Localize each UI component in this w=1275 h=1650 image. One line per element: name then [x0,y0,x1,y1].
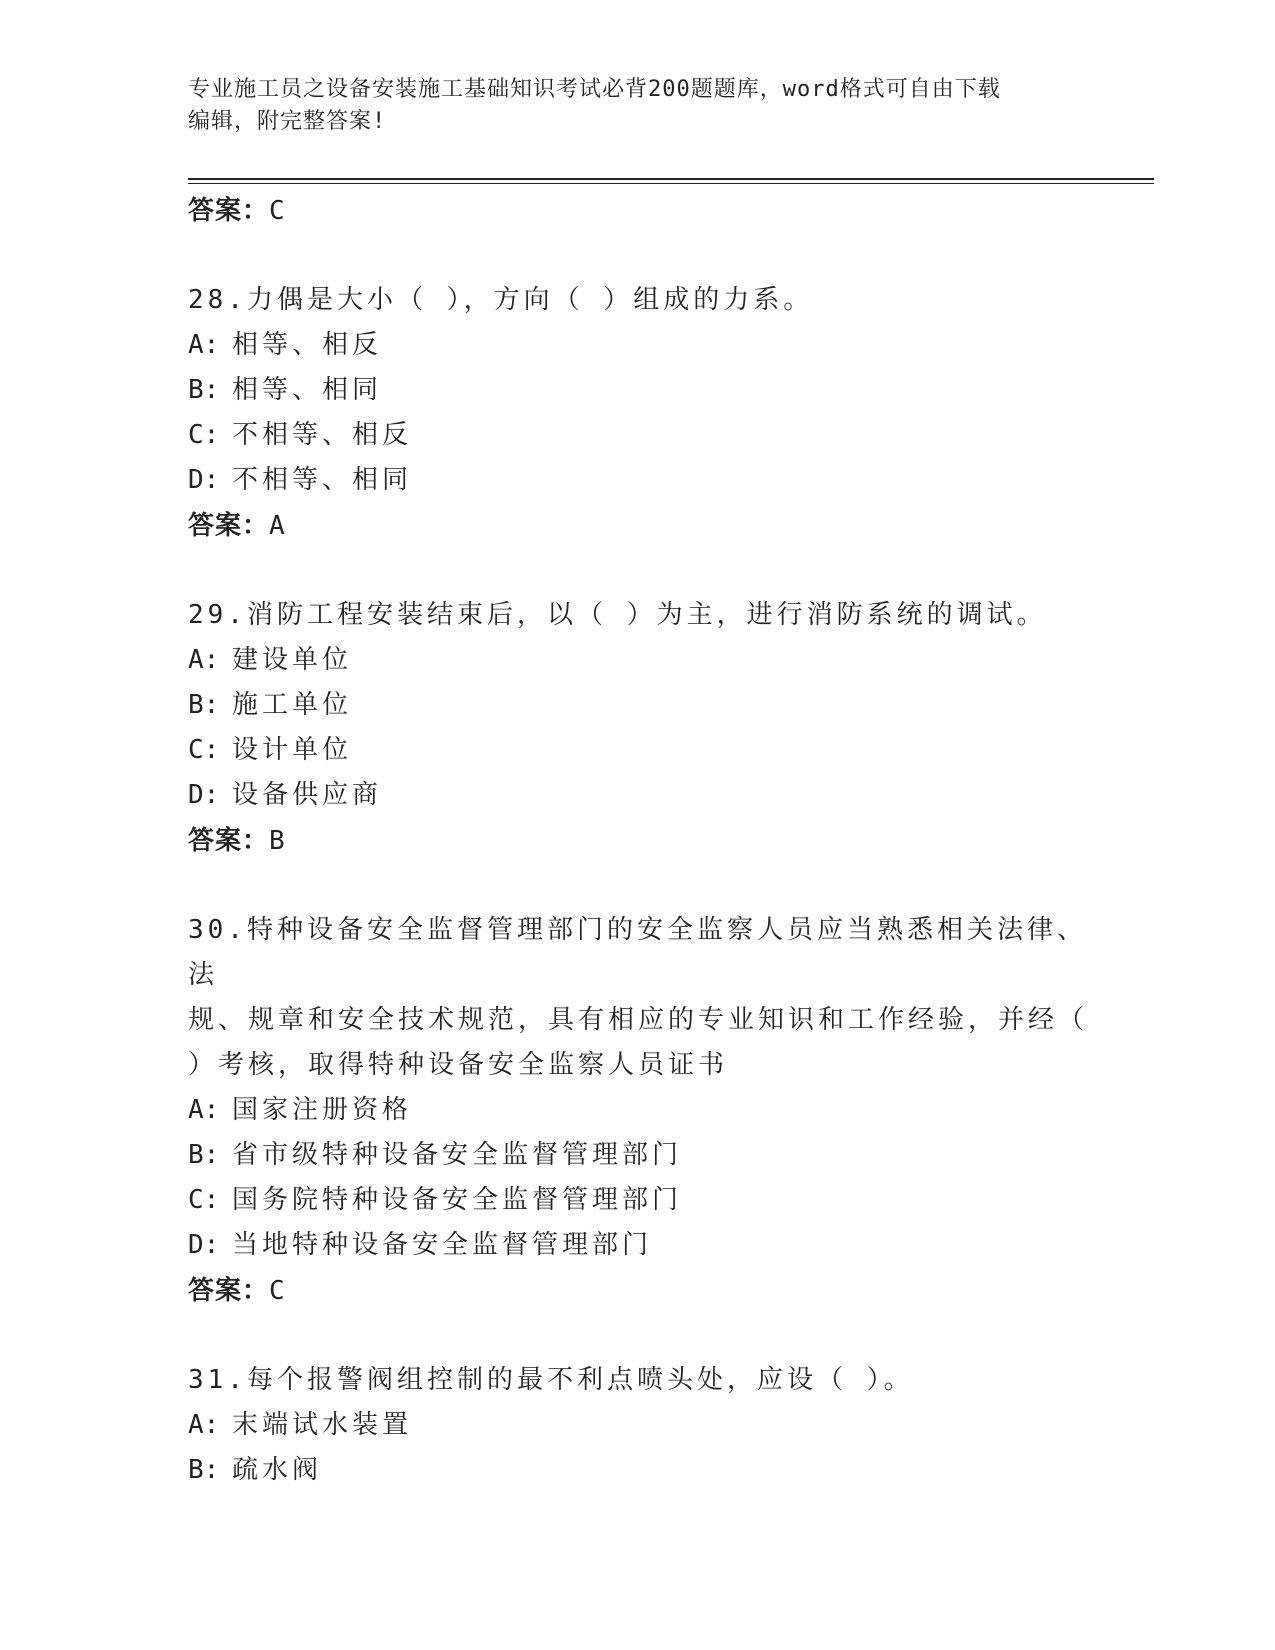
option-key: A: [188,1410,220,1440]
document-header [188,74,1068,138]
question-block [188,593,1088,864]
option-b [188,1448,1088,1493]
option-text: 设备供应商 [232,780,383,810]
question-block [188,278,1088,549]
option-a [188,638,1088,683]
option-key: A: [188,330,220,360]
option-c [188,728,1088,773]
option-text: 相等、相同 [232,375,383,405]
option-key: D: [188,780,220,810]
header-line-2: 编辑，附完整答案! [188,109,387,134]
header-divider-thin [188,183,1154,184]
question-number: 29. [188,600,247,630]
question-line: 每个报警阀组控制的最不利点喷头处，应设（ ）。 [246,1365,914,1395]
answer-label: 答案： [188,196,270,226]
option-text: 设计单位 [232,735,353,765]
question-line-1 [188,908,1088,998]
answer-label: 答案： [188,1276,270,1306]
answer-label: 答案： [188,511,270,541]
question-number: 30. [188,915,247,945]
option-b [188,1133,1088,1178]
option-text: 国务院特种设备安全监督管理部门 [232,1185,683,1215]
option-key: B: [188,1140,220,1170]
option-key: C: [188,1185,220,1215]
answer-value: C [269,196,286,226]
answer-value: B [269,826,286,856]
question-number: 28. [188,285,247,315]
question-text [188,1358,1088,1403]
option-c [188,1178,1088,1223]
option-text: 不相等、相反 [232,420,413,450]
header-divider-thick [188,178,1154,180]
option-text: 省市级特种设备安全监督管理部门 [232,1140,683,1170]
question-line-2: 规、规章和安全技术规范，具有相应的专业知识和工作经验，并经（ [188,1005,1089,1035]
option-text: 疏水阀 [232,1455,323,1485]
option-text: 当地特种设备安全监督管理部门 [232,1230,653,1260]
option-key: D: [188,465,220,495]
option-a [188,323,1088,368]
answer-value: A [269,511,286,541]
option-text: 相等、相反 [232,330,383,360]
question-block [188,1358,1088,1493]
answer-value: C [269,1276,286,1306]
option-text: 建设单位 [232,645,353,675]
option-key: B: [188,1455,220,1485]
option-d [188,773,1088,818]
question-number: 31. [188,1365,247,1395]
option-d [188,1223,1088,1268]
question-line: 特种设备安全监督管理部门的安全监察人员应当熟悉相关法律、法 [188,915,1087,990]
option-b [188,368,1088,413]
question-text [188,908,1088,1088]
answer-line [188,188,1088,234]
option-b [188,683,1088,728]
option-a [188,1088,1088,1133]
option-key: D: [188,1230,220,1260]
question-line-3: ）考核，取得特种设备安全监察人员证书 [188,1050,729,1080]
option-text: 国家注册资格 [232,1095,413,1125]
question-line: 消防工程安装结束后，以（ ）为主，进行消防系统的调试。 [246,600,1047,630]
option-c [188,413,1088,458]
option-key: C: [188,420,220,450]
question-line: 力偶是大小（ ），方向（ ）组成的力系。 [246,285,814,315]
option-a [188,1403,1088,1448]
answer-label: 答案： [188,826,270,856]
answer-line [188,1268,1088,1314]
option-text: 末端试水装置 [232,1410,413,1440]
question-list [188,188,1088,1493]
option-text: 施工单位 [232,690,353,720]
question-text [188,278,1088,323]
option-key: B: [188,690,220,720]
option-key: B: [188,375,220,405]
question-text [188,593,1088,638]
header-line-1: 专业施工员之设备安装施工基础知识考试必背200题题库，word格式可自由下载 [188,77,1001,102]
option-key: A: [188,645,220,675]
option-key: C: [188,735,220,765]
option-key: A: [188,1095,220,1125]
option-text: 不相等、相同 [232,465,413,495]
question-block [188,908,1088,1314]
option-d [188,458,1088,503]
answer-line [188,818,1088,864]
answer-line [188,503,1088,549]
